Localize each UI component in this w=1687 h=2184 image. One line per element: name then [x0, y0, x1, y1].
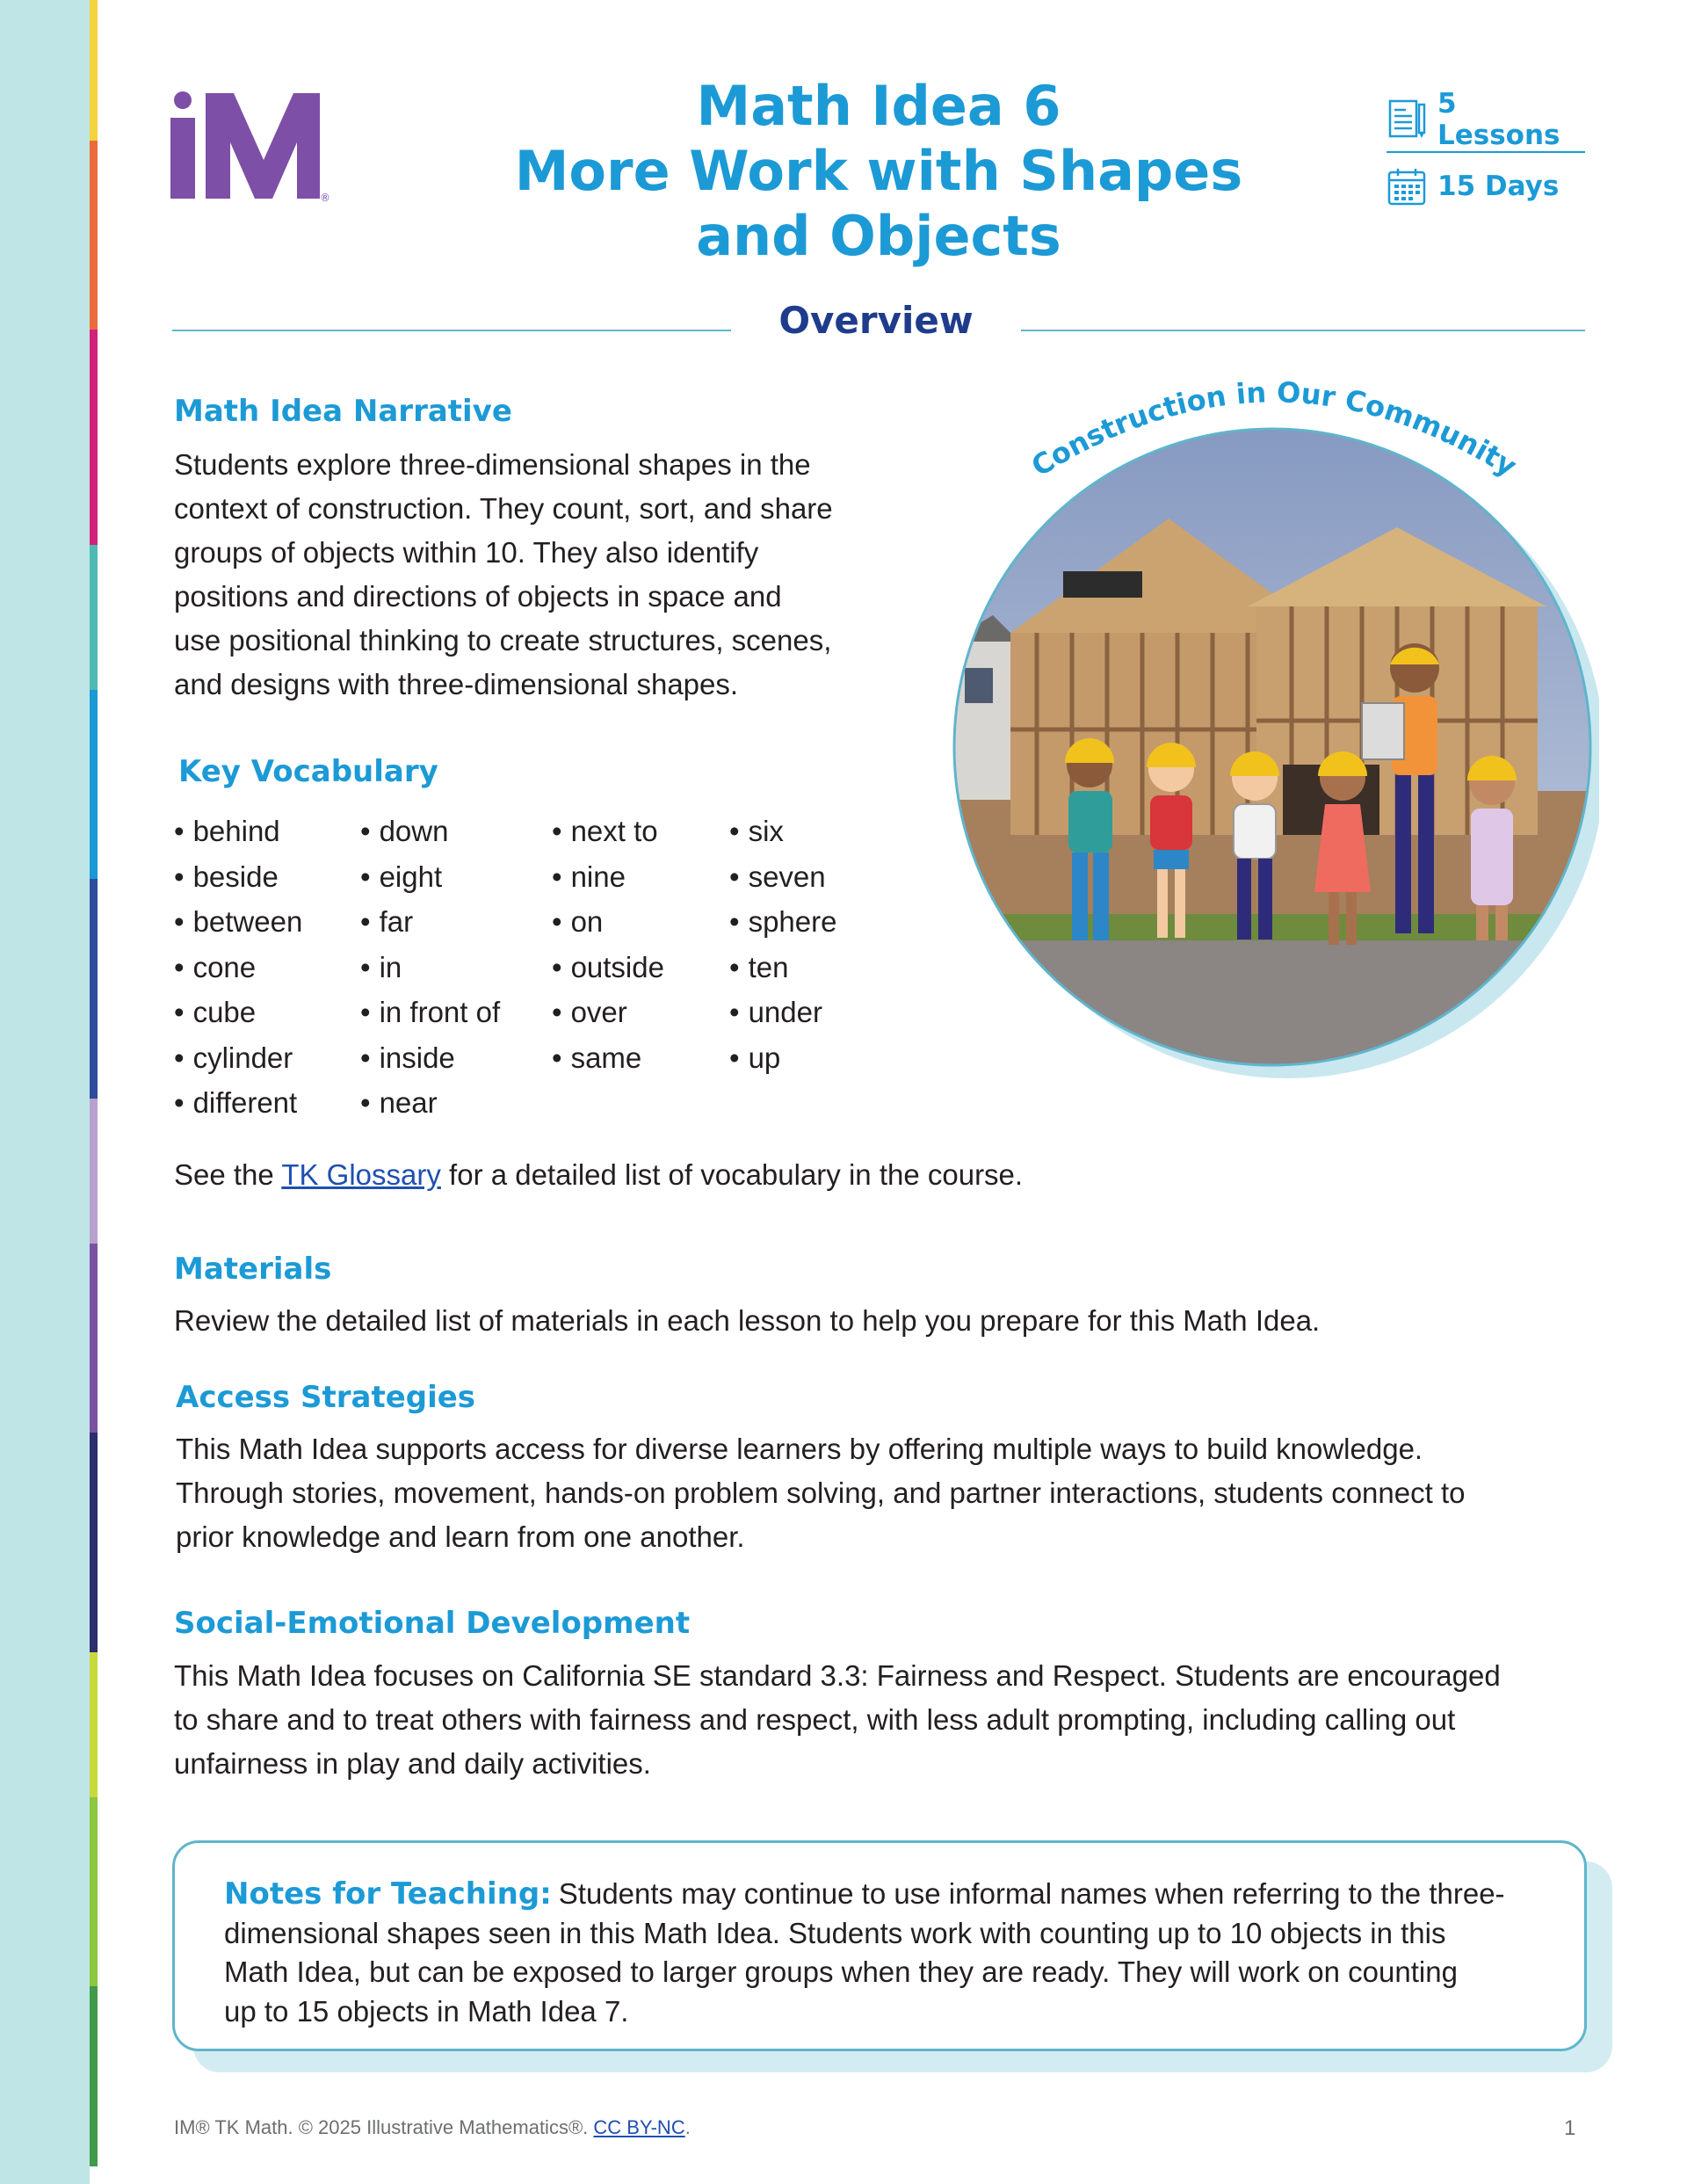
color-stripe: [90, 0, 98, 2184]
narrative-line: Students explore three-dimensional shapes in the: [174, 448, 811, 481]
narrative-line: positions and directions of objects in space and: [174, 580, 782, 613]
vocab-item: • seven: [729, 854, 887, 900]
notes-line: Students may continue to use informal names when referring to the three-: [558, 1877, 1505, 1910]
sel-line: unfairness in play and daily activities.: [174, 1747, 651, 1780]
sel-text: [174, 1654, 1501, 1786]
materials-text: Review the detailed list of materials in each lesson to help you prepare for this Math Idea.: [174, 1304, 1321, 1337]
vocab-item: • in front of: [360, 990, 552, 1035]
vocabulary-column: [552, 809, 729, 1126]
sel-heading: Social-Emotional Development: [174, 1606, 691, 1641]
narrative-line: and designs with three-dimensional shapes.: [174, 668, 739, 700]
sel-line: This Math Idea focuses on California SE standard 3.3: Fairness and Respect. Students are encouraged: [174, 1659, 1501, 1692]
vocab-item: • nine: [552, 854, 729, 900]
calendar-icon: [1387, 166, 1427, 207]
lessons-count: [1387, 88, 1585, 151]
vocab-item: • far: [360, 899, 552, 945]
vocab-item: • in: [360, 945, 552, 990]
title-line-2: More Work with Shapes: [514, 139, 1243, 203]
im-logo: [169, 91, 330, 206]
vocab-item: • cone: [174, 945, 360, 990]
days-label: 15 Days: [1437, 171, 1560, 202]
materials-heading: Materials: [174, 1252, 332, 1287]
vocab-item: • eight: [360, 854, 552, 900]
footer-copyright: IM® TK Math. © 2025 Illustrative Mathematics®.: [174, 2116, 594, 2138]
vocab-item: • near: [360, 1080, 552, 1126]
notes-line: Math Idea, but can be exposed to larger groups when they are ready. They will work on counting: [224, 1955, 1458, 1988]
vocab-item: • outside: [552, 945, 729, 990]
vocabulary-column: [360, 809, 552, 1126]
footer-period: .: [684, 2116, 691, 2138]
vocab-item: • cube: [174, 990, 360, 1035]
glossary-prefix: See the: [174, 1158, 282, 1191]
vocab-item: • six: [729, 809, 887, 854]
access-text: [176, 1427, 1465, 1559]
notes-line: up to 15 objects in Math Idea 7.: [224, 1994, 629, 2028]
access-heading: Access Strategies: [176, 1380, 476, 1415]
vocab-item: • under: [729, 990, 887, 1035]
vocab-item: • between: [174, 899, 360, 945]
vocab-item: • ten: [729, 945, 887, 990]
vocab-item: • inside: [360, 1035, 552, 1081]
overview-rule-left: [172, 330, 731, 331]
sel-line: to share and to treat others with fairness and respect, with less adult prompting, including calling out: [174, 1703, 1456, 1736]
glossary-note: [174, 1153, 1023, 1197]
days-count: [1387, 158, 1585, 214]
registered-mark: ®: [320, 192, 330, 204]
tk-glossary-link[interactable]: TK Glossary: [281, 1158, 441, 1191]
meta-divider: [1387, 151, 1585, 153]
vocabulary-column: [729, 809, 887, 1126]
narrative-heading: Math Idea Narrative: [174, 394, 512, 429]
notes-for-teaching-box: [172, 1840, 1587, 2051]
notes-label: Notes for Teaching:: [224, 1876, 552, 1912]
overview-rule-right: [1021, 330, 1585, 331]
vocab-item: • cylinder: [174, 1035, 360, 1081]
sidebar-band: [0, 0, 90, 2184]
page-number: 1: [1564, 2116, 1576, 2140]
lessons-document-icon: [1387, 99, 1427, 140]
access-line: prior knowledge and learn from one another.: [176, 1520, 745, 1553]
lessons-label: 5 Lessons: [1437, 88, 1560, 151]
vocab-item: • sphere: [729, 899, 887, 945]
title-line-1: Math Idea 6: [696, 74, 1061, 138]
narrative-line: use positional thinking to create structures, scenes,: [174, 624, 832, 657]
access-line: This Math Idea supports access for diverse learners by offering multiple ways to build knowledge.: [176, 1433, 1423, 1465]
lesson-meta: [1387, 88, 1585, 214]
vocab-item: • behind: [174, 809, 360, 854]
overview-heading: Overview: [778, 299, 974, 342]
vocab-item: • on: [552, 899, 729, 945]
vocab-item: • beside: [174, 854, 360, 900]
narrative-line: groups of objects within 10. They also identify: [174, 536, 759, 569]
illustration-caption: Construction in Our Community: [1025, 375, 1523, 483]
title-line-3: and Objects: [696, 204, 1061, 268]
vocab-item: • down: [360, 809, 552, 854]
vocab-item: • different: [174, 1080, 360, 1126]
vocabulary-heading: Key Vocabulary: [178, 754, 438, 789]
vocabulary-list: [174, 809, 887, 1126]
license-link[interactable]: CC BY-NC: [593, 2116, 685, 2138]
narrative-line: context of construction. They count, sort, and share: [174, 492, 833, 525]
vocab-item: • same: [552, 1035, 729, 1081]
vocabulary-column: [174, 809, 360, 1126]
access-line: Through stories, movement, hands-on problem solving, and partner interactions, students connect to: [176, 1477, 1466, 1509]
page-title: [378, 74, 1379, 269]
glossary-suffix: for a detailed list of vocabulary in the course.: [440, 1158, 1024, 1191]
vocab-item: • over: [552, 990, 729, 1035]
construction-illustration: [949, 352, 1599, 1090]
notes-line: dimensional shapes seen in this Math Idea. Students work with counting up to 10 objects in this: [224, 1916, 1446, 1949]
narrative-text: [174, 443, 833, 707]
vocab-item: • next to: [552, 809, 729, 854]
vocab-item: • up: [729, 1035, 887, 1081]
footer: [174, 2116, 691, 2139]
